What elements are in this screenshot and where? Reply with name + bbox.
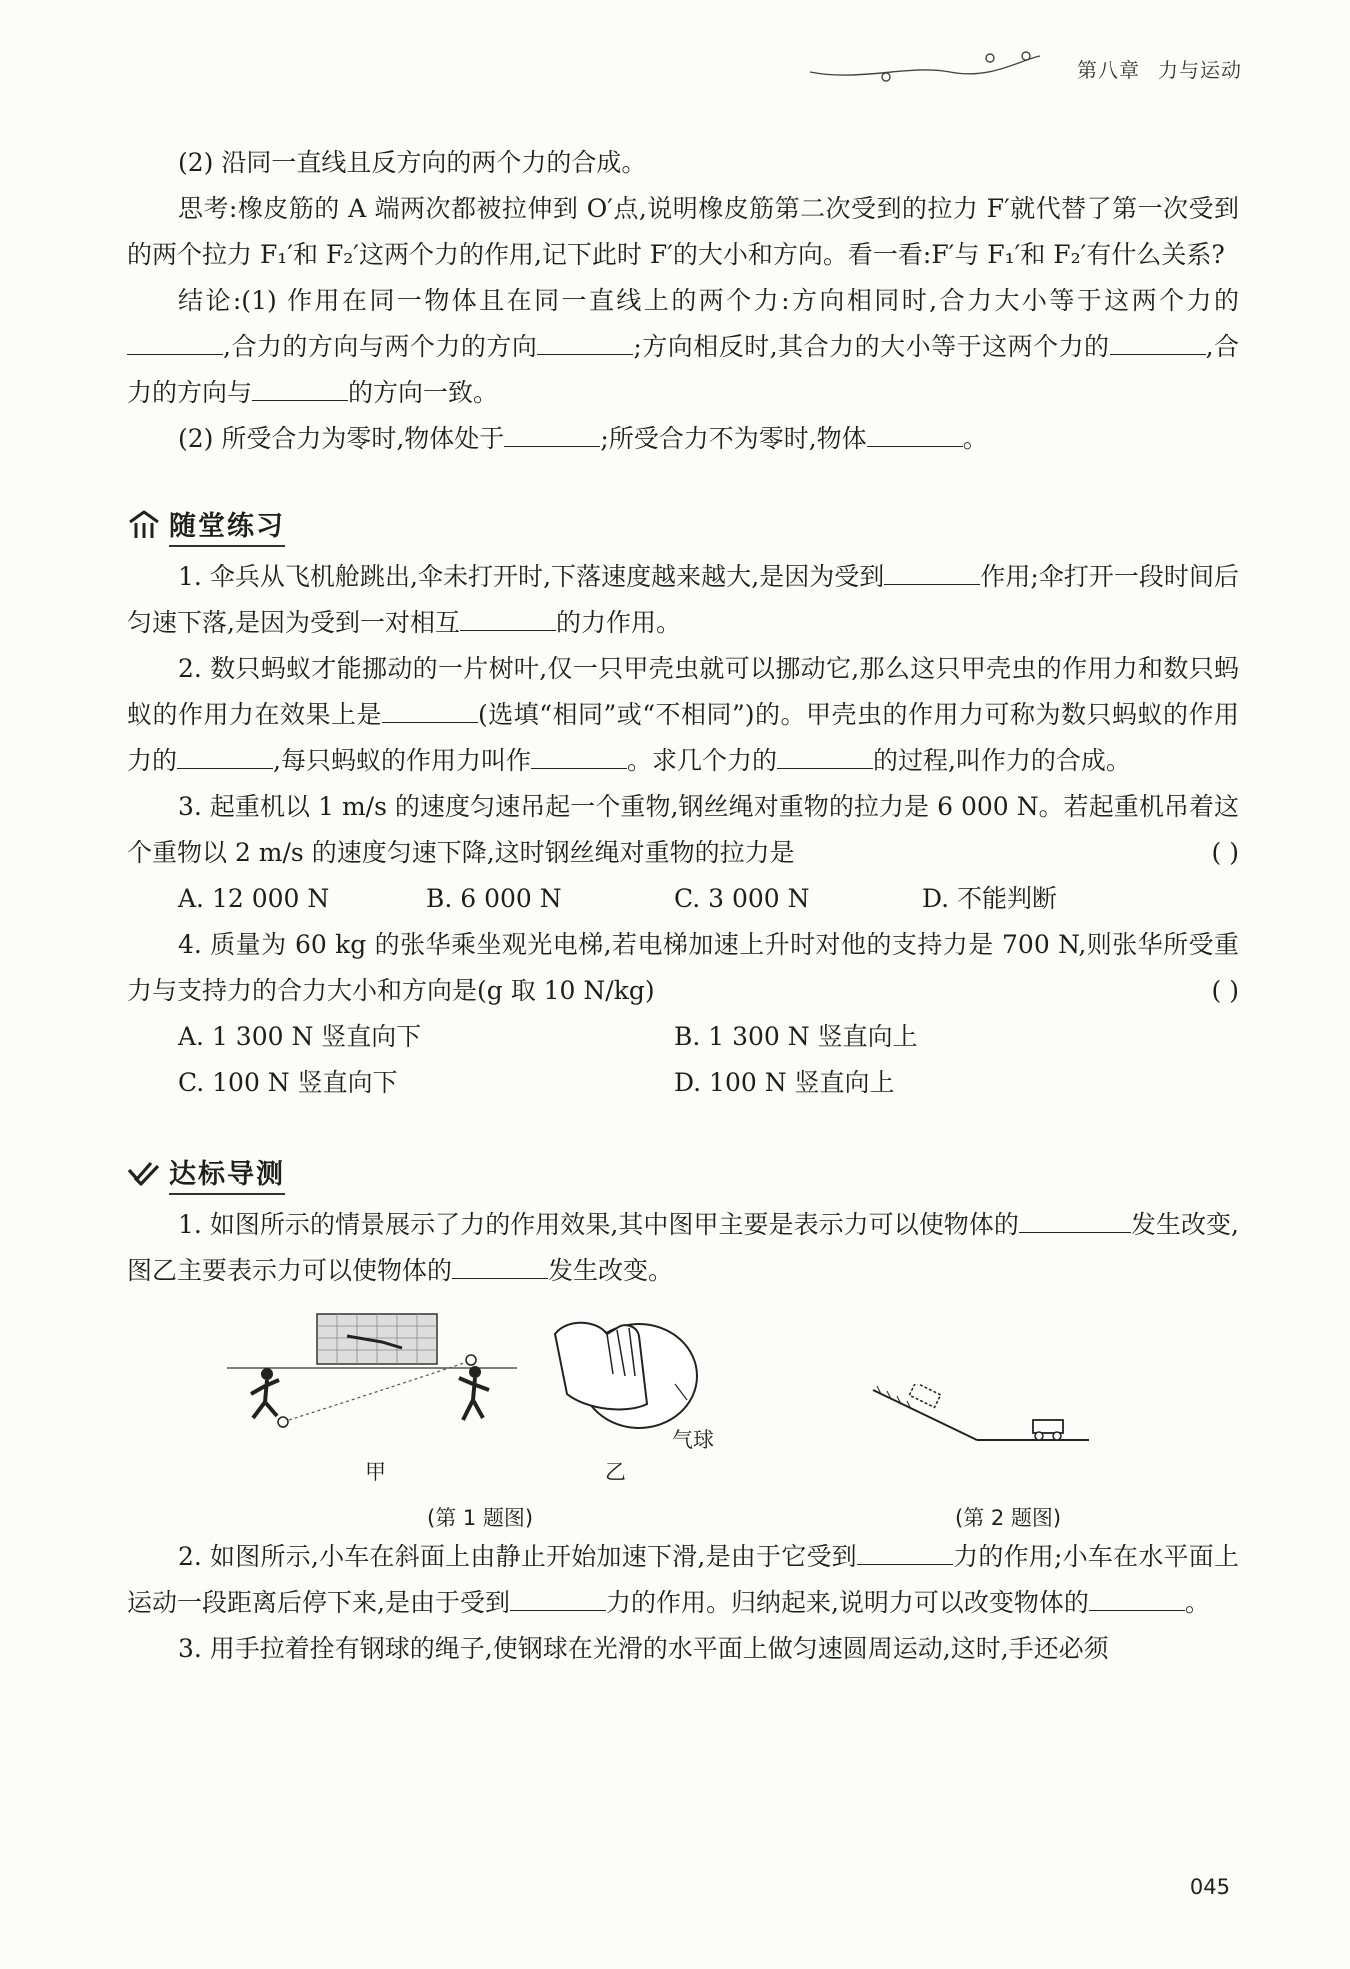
option-c[interactable]: C. 100 N 竖直向下 <box>178 1068 398 1097</box>
option-a[interactable]: A. 12 000 N <box>178 884 330 913</box>
test-q2-text-a: 2. 如图所示,小车在斜面上由静止开始加速下滑,是由于它受到 <box>178 1542 857 1571</box>
practice-q2-text-c: ,每只蚂蚁的作用力叫作 <box>273 746 531 775</box>
test-q2-text-d: 。 <box>1184 1588 1210 1617</box>
answer-blank[interactable] <box>1019 1206 1131 1233</box>
practice-q1-text-b: 作用;伞打开一段时间后匀速下落,是因为受到一对相互 <box>127 562 1239 637</box>
answer-blank[interactable] <box>777 742 873 769</box>
test-q2-text-b: 力的作用;小车在水平面上运动一段距离后停下来,是由于受到 <box>127 1542 1239 1617</box>
option-d[interactable]: D. 不能判断 <box>922 884 1058 913</box>
balloon-squeeze-illustration <box>547 1314 707 1434</box>
soccer-illustration <box>227 1312 527 1442</box>
test-q1-text-c: 发生改变。 <box>548 1256 674 1285</box>
practice-q3 <box>127 784 1239 876</box>
practice-section-heading <box>127 500 1239 550</box>
page-header <box>0 0 1350 110</box>
answer-blank[interactable] <box>510 1584 606 1611</box>
test-title: 达标导测 <box>169 1152 285 1195</box>
page-number: 045 <box>1189 1875 1230 1899</box>
practice-q2-text-e: 的过程,叫作力的合成。 <box>872 746 1131 775</box>
practice-q1 <box>127 554 1239 646</box>
temple-icon <box>127 508 161 542</box>
answer-blank[interactable] <box>127 328 223 355</box>
test-q1-text-a: 1. 如图所示的情景展示了力的作用效果,其中图甲主要是表示力可以使物体的 <box>178 1210 1019 1239</box>
conclusion-1-text-a: 结论:(1) 作用在同一物体且在同一直线上的两个力:方向相同时,合力大小等于这两个力的 <box>178 286 1239 315</box>
test-q2 <box>127 1534 1239 1626</box>
answer-blank[interactable] <box>252 374 348 401</box>
option-d[interactable]: D. 100 N 竖直向上 <box>674 1068 895 1097</box>
answer-blank[interactable] <box>867 420 963 447</box>
answer-blank[interactable] <box>531 742 627 769</box>
figure-2-caption: (第 2 题图) <box>955 1506 1062 1530</box>
practice-q4-options-row1 <box>127 1014 1239 1060</box>
answer-blank[interactable] <box>177 742 273 769</box>
page-content <box>127 140 1239 1672</box>
chapter-title: 力与运动 <box>1158 58 1242 82</box>
answer-blank[interactable] <box>504 420 600 447</box>
answer-blank[interactable] <box>1110 328 1206 355</box>
intro-think: 思考:橡皮筋的 A 端两次都被拉伸到 O′点,说明橡皮筋第二次受到的拉力 F′就代替了第一次受到的两个拉力 F₁′和 F₂′这两个力的作用,记下此时 F′的大小和方向。看一看:F′与 F₁′和 F₂′有什么关系? <box>127 194 1239 269</box>
conclusion-2-text-c: 。 <box>962 424 988 453</box>
practice-q1-text-a: 1. 伞兵从飞机舱跳出,伞未打开时,下落速度越来越大,是因为受到 <box>178 562 885 591</box>
conclusion-2-text-a: (2) 所受合力为零时,物体处于 <box>178 424 505 453</box>
answer-blank[interactable] <box>452 1252 548 1279</box>
header-curve-ornament <box>800 46 1060 86</box>
answer-blank[interactable] <box>1089 1584 1185 1611</box>
option-b[interactable]: B. 6 000 N <box>426 884 562 913</box>
test-q3: 3. 用手拉着拴有钢球的绳子,使钢球在光滑的水平面上做匀速圆周运动,这时,手还必须 <box>178 1634 1109 1663</box>
conclusion-1 <box>127 278 1239 416</box>
figure-label-jia: 甲 <box>365 1460 386 1484</box>
practice-q3-text: 3. 起重机以 1 m/s 的速度匀速吊起一个重物,钢丝绳对重物的拉力是 6 000 N。若起重机吊着这个重物以 2 m/s 的速度匀速下降,这时钢丝绳对重物的拉力是 <box>127 792 1239 867</box>
practice-q2 <box>127 646 1239 784</box>
answer-paren[interactable]: ( ) <box>1211 838 1239 867</box>
conclusion-2 <box>127 416 1239 462</box>
answer-paren[interactable]: ( ) <box>1211 976 1239 1005</box>
answer-blank[interactable] <box>857 1538 953 1565</box>
conclusion-1-text-d: ,合力的方向与 <box>127 332 1240 407</box>
conclusion-2-text-b: ;所受合力不为零时,物体 <box>600 424 867 453</box>
answer-blank[interactable] <box>884 558 980 585</box>
practice-title: 随堂练习 <box>169 504 285 547</box>
chapter-heading <box>1077 54 1242 83</box>
answer-blank[interactable] <box>460 604 556 631</box>
incline-cart-illustration <box>867 1384 1097 1464</box>
answer-blank[interactable] <box>537 328 633 355</box>
option-b[interactable]: B. 1 300 N 竖直向上 <box>674 1022 918 1051</box>
practice-q2-text-a: 2. 数只蚂蚁才能挪动的一片树叶,仅一只甲壳虫就可以挪动它,那么这只甲壳虫的作用力和数只蚂蚁的作用力在效果上是 <box>127 654 1239 729</box>
practice-q2-text-d: 。求几个力的 <box>626 746 777 775</box>
practice-q4 <box>127 922 1239 1014</box>
figure-label-yi: 乙 <box>605 1460 626 1484</box>
option-a[interactable]: A. 1 300 N 竖直向下 <box>178 1022 422 1051</box>
double-check-icon <box>127 1156 161 1190</box>
conclusion-1-text-b: ,合力的方向与两个力的方向 <box>223 332 538 361</box>
test-q1-text-b: 发生改变,图乙主要表示力可以使物体的 <box>127 1210 1240 1285</box>
chapter-number: 第八章 <box>1077 58 1140 82</box>
figure-1-caption: (第 1 题图) <box>427 1506 534 1530</box>
conclusion-1-text-c: ;方向相反时,其合力的大小等于这两个力的 <box>633 332 1110 361</box>
practice-q1-text-c: 的力作用。 <box>555 608 681 637</box>
answer-blank[interactable] <box>382 696 478 723</box>
practice-q4-options-row2 <box>127 1060 1239 1106</box>
intro-p1: (2) 沿同一直线且反方向的两个力的合成。 <box>178 148 647 177</box>
test-section-heading <box>127 1148 1239 1198</box>
practice-q4-text: 4. 质量为 60 kg 的张华乘坐观光电梯,若电梯加速上升时对他的支持力是 700 N,则张华所受重力与支持力的合力大小和方向是(g 取 10 N/kg) <box>127 930 1239 1005</box>
conclusion-1-text-e: 的方向一致。 <box>348 378 499 407</box>
balloon-label: 气球 <box>672 1428 714 1452</box>
test-q2-text-c: 力的作用。归纳起来,说明力可以改变物体的 <box>605 1588 1089 1617</box>
figures-row <box>127 1304 1239 1534</box>
practice-q3-options <box>127 876 1239 922</box>
option-c[interactable]: C. 3 000 N <box>674 884 810 913</box>
practice-q2-text-b: (选填“相同”或“不相同”)的。甲壳虫的作用力可称为数只蚂蚁的作用力的 <box>127 700 1239 775</box>
test-q1 <box>127 1202 1239 1294</box>
